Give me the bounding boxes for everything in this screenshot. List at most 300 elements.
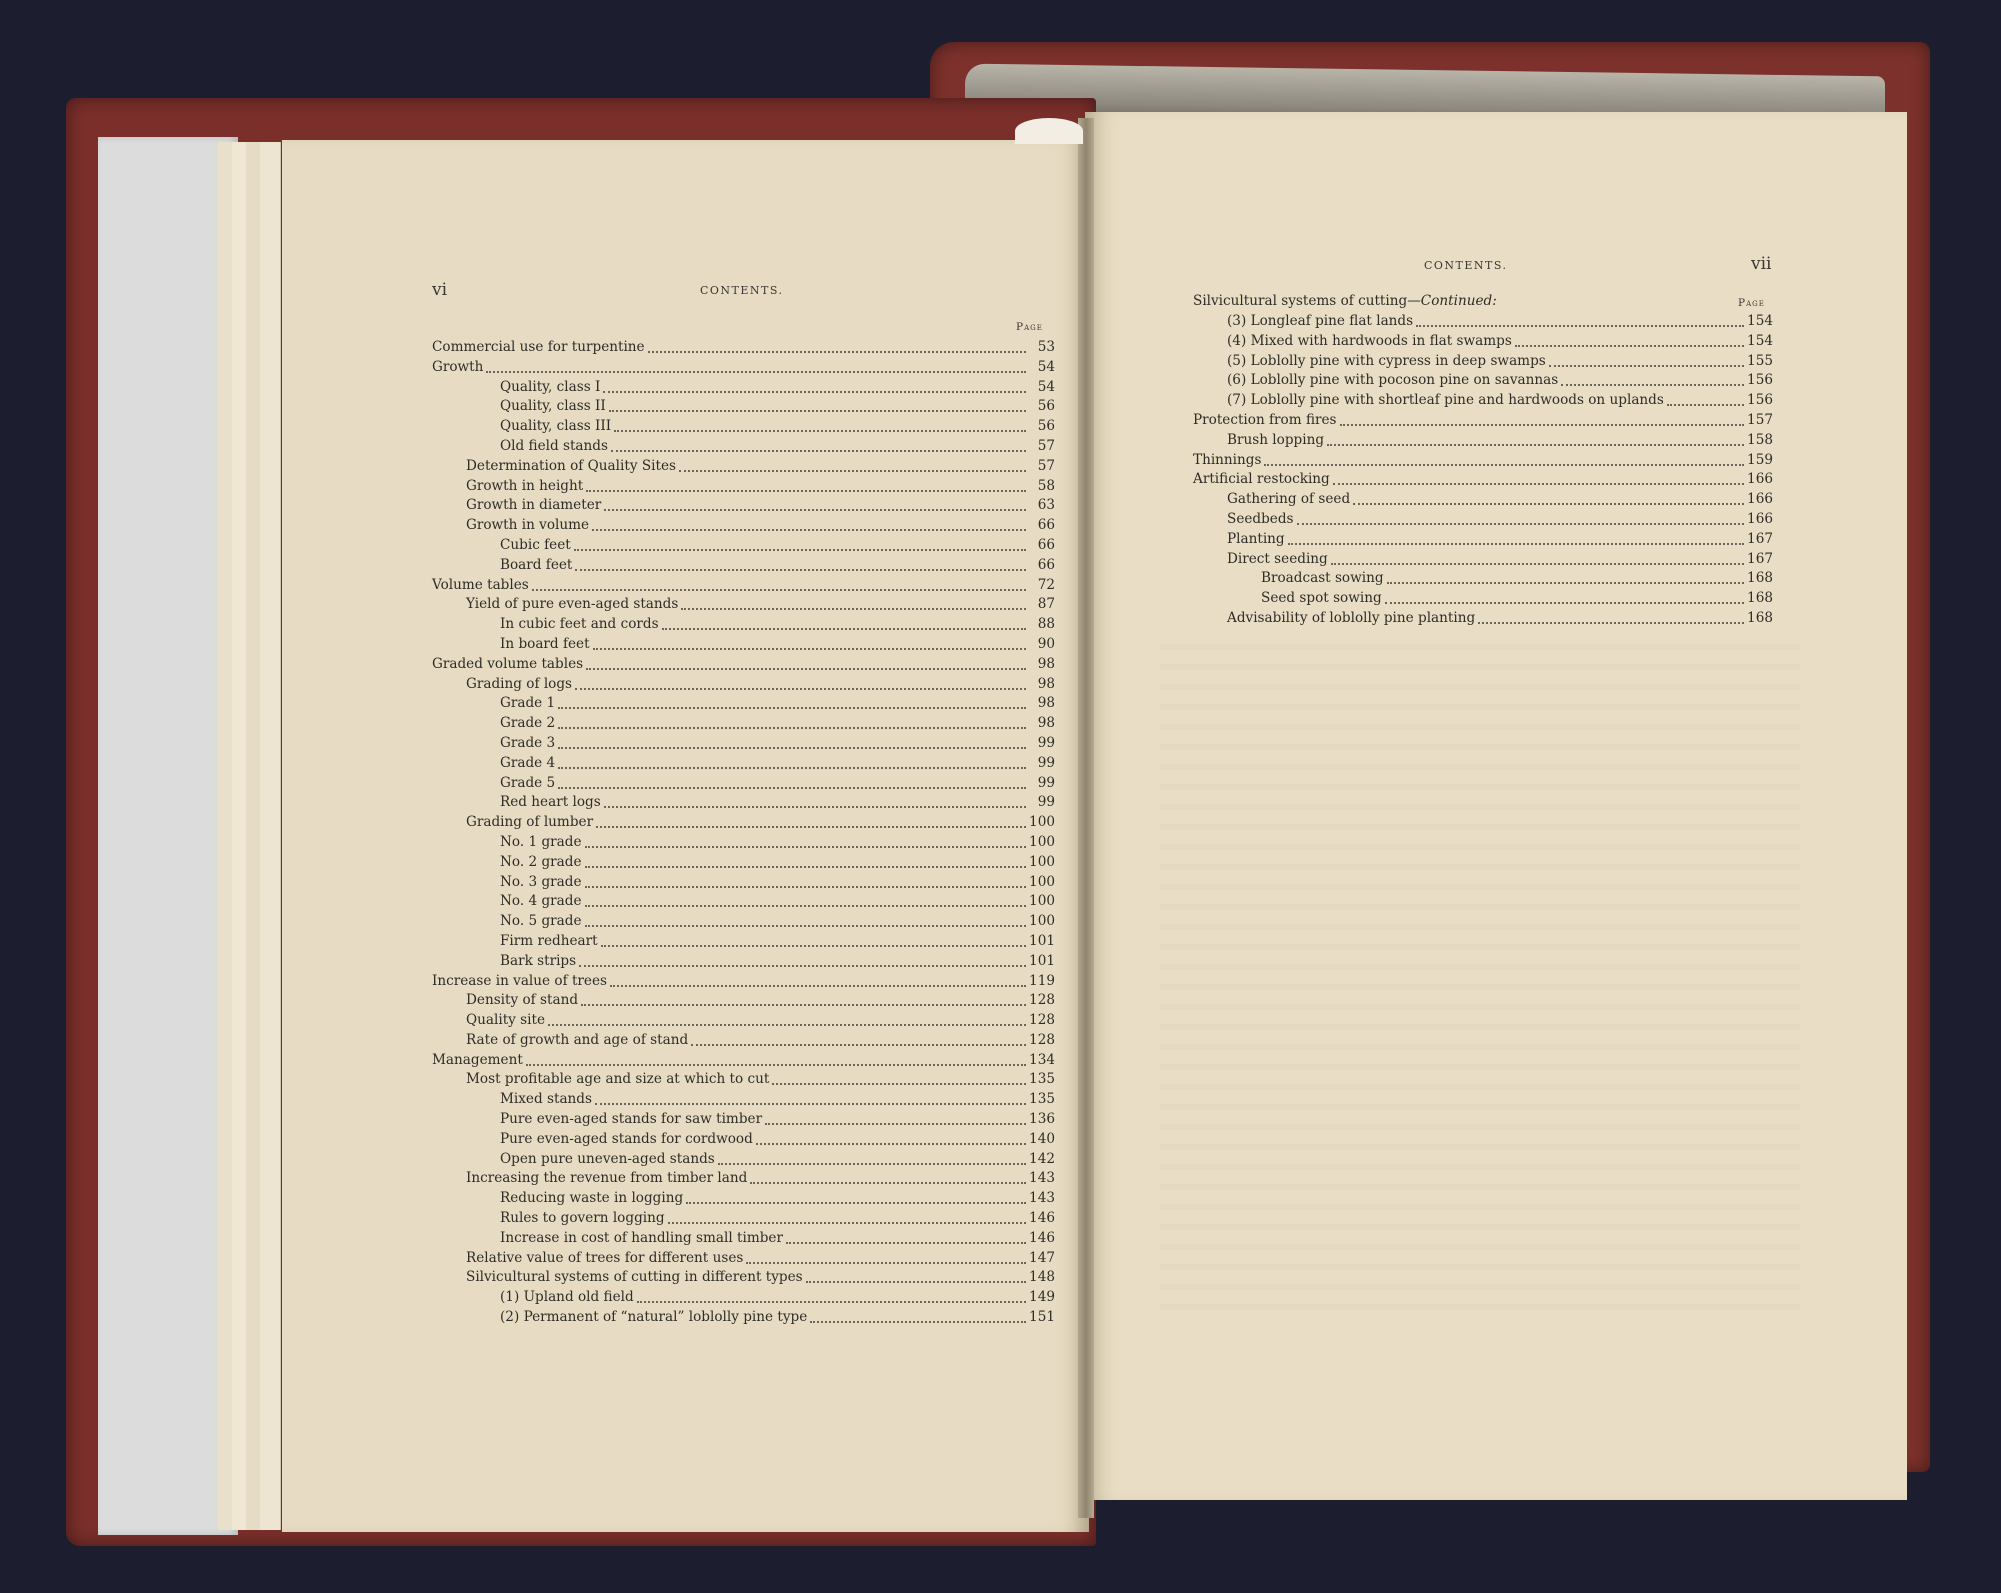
- toc-entry-row: [1227, 431, 1773, 451]
- dot-leader: [486, 358, 1026, 373]
- dot-leader: [611, 437, 1026, 452]
- dot-leader: [603, 378, 1026, 393]
- toc-entry-page: 128: [1029, 1031, 1055, 1048]
- toc-entry-label: No. 5 grade: [500, 913, 582, 930]
- toc-entry-row: [1227, 609, 1773, 629]
- toc-entry-row: [1227, 371, 1773, 391]
- toc-entry-row: [1227, 530, 1773, 550]
- dot-leader: [585, 873, 1026, 888]
- toc-entry: [1193, 332, 1773, 352]
- toc-entry-label: Cubic feet: [500, 536, 571, 553]
- toc-entry-label: Brush lopping: [1227, 431, 1325, 448]
- toc-entry-row: [500, 912, 1055, 932]
- toc-entry-label: Determination of Quality Sites: [466, 457, 676, 474]
- toc-entry-row: [500, 1090, 1055, 1110]
- toc-entry-row: [500, 1209, 1055, 1229]
- toc-entry: [432, 813, 1055, 833]
- dot-leader: [1333, 470, 1744, 485]
- toc-entry: [432, 655, 1055, 675]
- toc-entry-row: [500, 615, 1055, 635]
- dot-leader: [1353, 490, 1744, 505]
- toc-entry-page: 100: [1029, 853, 1055, 870]
- toc-entry-row: [1193, 470, 1773, 490]
- toc-entry-row: [466, 496, 1055, 516]
- dot-leader: [1561, 371, 1744, 386]
- toc-entry-page: 151: [1029, 1309, 1055, 1326]
- toc-entry-page: 54: [1037, 358, 1055, 375]
- bleed-through-text: [1160, 630, 1800, 1310]
- dot-leader: [662, 615, 1026, 630]
- dot-leader: [1264, 451, 1744, 466]
- toc-entry-label: Silvicultural systems of cutting in different types: [466, 1269, 803, 1286]
- dot-leader: [691, 1031, 1026, 1046]
- toc-entry-row: [432, 1051, 1055, 1071]
- toc-entry-page: 100: [1029, 814, 1055, 831]
- toc-entry-page: 98: [1037, 655, 1055, 672]
- toc-entry-page: 157: [1747, 411, 1773, 428]
- toc-entry-label: Artificial restocking: [1193, 471, 1330, 488]
- toc-entry-page: 56: [1037, 398, 1055, 415]
- toc-entry: [1193, 352, 1773, 372]
- toc-entry-row: [500, 952, 1055, 972]
- toc-entry: [432, 1051, 1055, 1071]
- dot-leader: [574, 536, 1026, 551]
- left-toc-list: [432, 338, 1055, 1328]
- toc-entry: [1193, 470, 1773, 490]
- toc-entry-label: Rules to govern logging: [500, 1210, 665, 1227]
- toc-entry-row: [1227, 352, 1773, 372]
- toc-entry-row: [500, 1189, 1055, 1209]
- toc-entry-label: Protection from fires: [1193, 411, 1337, 428]
- dot-leader: [756, 1130, 1026, 1145]
- toc-entry: [432, 516, 1055, 536]
- dot-leader: [1340, 411, 1744, 426]
- toc-entry-row: [466, 813, 1055, 833]
- toc-entry: [432, 873, 1055, 893]
- dot-leader: [1297, 510, 1744, 525]
- toc-entry-page: 98: [1037, 715, 1055, 732]
- toc-entry-page: 159: [1747, 451, 1773, 468]
- dot-leader: [585, 853, 1026, 868]
- toc-entry-page: 58: [1037, 477, 1055, 494]
- dot-leader: [586, 655, 1026, 670]
- toc-entry-label: (4) Mixed with hardwoods in flat swamps: [1227, 332, 1512, 349]
- dot-leader: [1515, 332, 1744, 347]
- dot-leader: [575, 675, 1026, 690]
- toc-entry-page: 146: [1029, 1210, 1055, 1227]
- dot-leader: [558, 774, 1026, 789]
- toc-entry-page: 156: [1747, 372, 1773, 389]
- toc-entry-page: 166: [1747, 491, 1773, 508]
- toc-entry: [432, 1288, 1055, 1308]
- toc-entry: [432, 496, 1055, 516]
- dot-leader: [593, 635, 1026, 650]
- toc-entry-page: 143: [1029, 1170, 1055, 1187]
- dot-leader: [681, 595, 1026, 610]
- toc-entry-label: Yield of pure even-aged stands: [466, 596, 679, 613]
- toc-entry-page: 119: [1029, 972, 1055, 989]
- right-page-label: Page: [1738, 297, 1765, 309]
- loose-leaf: [232, 142, 247, 1530]
- toc-entry: [432, 892, 1055, 912]
- toc-entry-label: Growth in height: [466, 477, 584, 494]
- toc-entry-label: Growth: [432, 358, 484, 375]
- toc-entry: [432, 714, 1055, 734]
- toc-entry-label: (6) Loblolly pine with pocoson pine on savannas: [1227, 372, 1559, 389]
- dot-leader: [772, 1070, 1026, 1085]
- dot-leader: [610, 972, 1026, 987]
- toc-entry-row: [466, 1070, 1055, 1090]
- toc-entry-page: 98: [1037, 695, 1055, 712]
- toc-entry-page: 98: [1037, 675, 1055, 692]
- toc-entry-page: 128: [1029, 992, 1055, 1009]
- dot-leader: [604, 496, 1026, 511]
- toc-entry-row: [432, 972, 1055, 992]
- dot-leader: [596, 813, 1026, 828]
- toc-entry-row: [1227, 332, 1773, 352]
- dot-leader: [614, 417, 1026, 432]
- dot-leader: [1288, 530, 1744, 545]
- toc-entry-row: [500, 774, 1055, 794]
- toc-entry-page: 99: [1037, 754, 1055, 771]
- toc-entry: [1193, 609, 1773, 629]
- toc-entry-label: Seedbeds: [1227, 510, 1294, 527]
- toc-entry-label: Grade 2: [500, 715, 556, 732]
- dot-leader: [718, 1150, 1026, 1165]
- toc-entry: [432, 774, 1055, 794]
- toc-entry: [432, 378, 1055, 398]
- toc-entry: [432, 338, 1055, 358]
- toc-entry-label: Mixed stands: [500, 1091, 592, 1108]
- toc-entry-label: Direct seeding: [1227, 550, 1328, 567]
- dot-leader: [601, 932, 1026, 947]
- toc-entry-page: 168: [1747, 570, 1773, 587]
- toc-entry-page: 143: [1029, 1190, 1055, 1207]
- dot-leader: [746, 1249, 1026, 1264]
- toc-entry: [1193, 530, 1773, 550]
- toc-entry-label: In board feet: [500, 635, 590, 652]
- toc-entry-page: 72: [1037, 576, 1055, 593]
- dot-leader: [648, 338, 1026, 353]
- toc-entry: [432, 576, 1055, 596]
- toc-entry-row: [466, 1031, 1055, 1051]
- left-page-label: Page: [1016, 321, 1043, 333]
- toc-entry-row: [466, 595, 1055, 615]
- toc-entry-row: [466, 1169, 1055, 1189]
- toc-entry-label: Most profitable age and size at which to cut: [466, 1071, 770, 1088]
- dot-leader: [810, 1308, 1026, 1323]
- toc-entry-label: No. 4 grade: [500, 893, 582, 910]
- dot-leader: [585, 833, 1026, 848]
- dot-leader: [558, 714, 1026, 729]
- toc-entry-page: 148: [1029, 1269, 1055, 1286]
- dot-leader: [532, 576, 1026, 591]
- toc-entry-row: [466, 477, 1055, 497]
- toc-entry-label: Planting: [1227, 530, 1285, 547]
- book-gutter: [1078, 118, 1094, 1518]
- toc-entry-row: [500, 932, 1055, 952]
- toc-entry-label: Rate of growth and age of stand: [466, 1031, 689, 1048]
- toc-entry-row: [500, 635, 1055, 655]
- toc-entry-row: [432, 655, 1055, 675]
- dot-leader: [750, 1169, 1026, 1184]
- toc-entry-row: [500, 417, 1055, 437]
- dot-leader: [609, 397, 1026, 412]
- toc-entry-page: 99: [1037, 774, 1055, 791]
- toc-entry: [432, 595, 1055, 615]
- dot-leader: [581, 991, 1026, 1006]
- toc-entry-page: 155: [1747, 352, 1773, 369]
- toc-entry-row: [500, 1288, 1055, 1308]
- toc-entry-page: 56: [1037, 418, 1055, 435]
- toc-entry-row: [500, 437, 1055, 457]
- toc-entry-row: [500, 754, 1055, 774]
- toc-entry-row: [432, 338, 1055, 358]
- dot-leader: [595, 1090, 1026, 1105]
- toc-entry: [1193, 391, 1773, 411]
- toc-entry-label: Grade 4: [500, 754, 556, 771]
- toc-entry: [432, 1249, 1055, 1269]
- toc-entry: [1193, 312, 1773, 332]
- toc-entry-page: 66: [1037, 556, 1055, 573]
- toc-entry-row: [500, 1150, 1055, 1170]
- toc-entry: [432, 952, 1055, 972]
- toc-entry: [432, 793, 1055, 813]
- toc-entry-page: 54: [1037, 378, 1055, 395]
- toc-entry-label: Seed spot sowing: [1261, 590, 1382, 607]
- toc-entry: [1193, 490, 1773, 510]
- toc-entry-label: Quality, class II: [500, 398, 606, 415]
- toc-entry-label: Pure even-aged stands for cordwood: [500, 1130, 753, 1147]
- toc-entry: [432, 615, 1055, 635]
- dot-leader: [679, 457, 1026, 472]
- toc-entry-page: 99: [1037, 794, 1055, 811]
- toc-entry-label: Volume tables: [432, 576, 529, 593]
- toc-entry-page: 90: [1037, 635, 1055, 652]
- toc-entry-page: 100: [1029, 873, 1055, 890]
- toc-entry-row: [500, 892, 1055, 912]
- dot-leader: [786, 1229, 1026, 1244]
- toc-entry-label: Increase in value of trees: [432, 972, 607, 989]
- dot-leader: [1331, 550, 1744, 565]
- toc-entry-label: Advisability of loblolly pine planting: [1227, 609, 1476, 626]
- toc-entry: [1193, 589, 1773, 609]
- toc-entry-row: [466, 1249, 1055, 1269]
- toc-entry: [432, 972, 1055, 992]
- toc-entry: [1193, 371, 1773, 391]
- dot-leader: [585, 912, 1026, 927]
- toc-entry-page: 146: [1029, 1229, 1055, 1246]
- toc-entry: [432, 1011, 1055, 1031]
- toc-entry: [432, 1189, 1055, 1209]
- toc-entry-label: Grading of logs: [466, 675, 573, 692]
- toc-entry-label: Open pure uneven-aged stands: [500, 1150, 715, 1167]
- toc-entry-label: Graded volume tables: [432, 655, 584, 672]
- toc-entry-row: [466, 675, 1055, 695]
- toc-entry-row: [500, 853, 1055, 873]
- toc-entry: [432, 358, 1055, 378]
- toc-entry-page: 147: [1029, 1249, 1055, 1266]
- toc-entry-page: 57: [1037, 457, 1055, 474]
- toc-entry-label: (7) Loblolly pine with shortleaf pine and hardwoods on uplands: [1227, 392, 1664, 409]
- dot-leader: [558, 694, 1026, 709]
- toc-entry-page: 168: [1747, 590, 1773, 607]
- toc-entry-label: (1) Upland old field: [500, 1289, 634, 1306]
- toc-entry-page: 101: [1029, 932, 1055, 949]
- toc-entry-label: Gathering of seed: [1227, 491, 1351, 508]
- dot-leader: [604, 793, 1026, 808]
- toc-entry: [432, 1031, 1055, 1051]
- toc-entry-page: 99: [1037, 734, 1055, 751]
- toc-entry-label: Reducing waste in logging: [500, 1190, 684, 1207]
- toc-entry: [432, 1308, 1055, 1328]
- toc-entry: [432, 1150, 1055, 1170]
- endpaper: [98, 137, 238, 1535]
- toc-entry-page: 63: [1037, 497, 1055, 514]
- toc-entry: [432, 1169, 1055, 1189]
- toc-entry-label: Increasing the revenue from timber land: [466, 1170, 748, 1187]
- toc-entry: [432, 912, 1055, 932]
- toc-entry-label: Thinnings: [1193, 451, 1262, 468]
- toc-entry-label: No. 3 grade: [500, 873, 582, 890]
- dot-leader: [1667, 391, 1744, 406]
- toc-entry-page: 158: [1747, 431, 1773, 448]
- toc-entry-row: [500, 873, 1055, 893]
- toc-entry: [432, 1070, 1055, 1090]
- dot-leader: [558, 754, 1026, 769]
- toc-entry-page: 100: [1029, 833, 1055, 850]
- toc-entry-label: (5) Loblolly pine with cypress in deep swamps: [1227, 352, 1546, 369]
- toc-entry-row: [500, 1229, 1055, 1249]
- toc-entry: [432, 853, 1055, 873]
- toc-entry-row: [500, 734, 1055, 754]
- toc-entry: [1193, 510, 1773, 530]
- toc-entry-label: Board feet: [500, 556, 573, 573]
- dot-leader: [585, 892, 1026, 907]
- toc-entry-page: 100: [1029, 913, 1055, 930]
- toc-entry: [1193, 451, 1773, 471]
- toc-entry-row: [432, 358, 1055, 378]
- toc-entry-row: [500, 536, 1055, 556]
- toc-entry-row: [1227, 490, 1773, 510]
- toc-entry-page: 166: [1747, 510, 1773, 527]
- toc-entry-page: 128: [1029, 1012, 1055, 1029]
- toc-entry-label: Relative value of trees for different uses: [466, 1249, 744, 1266]
- toc-entry-row: [1227, 510, 1773, 530]
- dot-leader: [765, 1110, 1026, 1125]
- toc-entry: [432, 932, 1055, 952]
- toc-entry-label: Pure even-aged stands for saw timber: [500, 1111, 763, 1128]
- toc-entry-label: Grade 5: [500, 774, 556, 791]
- toc-entry-page: 53: [1037, 339, 1055, 355]
- dot-leader: [579, 952, 1026, 967]
- toc-entry-row: [1193, 451, 1773, 471]
- toc-entry-label: Red heart logs: [500, 794, 601, 811]
- toc-entry-label: (3) Longleaf pine flat lands: [1227, 313, 1414, 329]
- spine-headband: [1015, 118, 1083, 144]
- toc-entry-row: [500, 1130, 1055, 1150]
- toc-entry-row: [466, 457, 1055, 477]
- toc-entry-page: 87: [1037, 596, 1055, 613]
- loose-leaf: [260, 142, 281, 1530]
- toc-entry-row: [466, 516, 1055, 536]
- toc-entry-label: Growth in volume: [466, 517, 590, 534]
- dot-leader: [1387, 569, 1744, 584]
- dot-leader: [1416, 312, 1744, 327]
- toc-entry-page: 168: [1747, 609, 1773, 626]
- toc-entry: [432, 556, 1055, 576]
- toc-entry-label: Grade 3: [500, 734, 556, 751]
- dot-leader: [637, 1288, 1026, 1303]
- toc-entry: [432, 991, 1055, 1011]
- toc-entry: [432, 477, 1055, 497]
- toc-entry-label: (2) Permanent of “natural” loblolly pine type: [500, 1309, 808, 1326]
- toc-entry: [432, 457, 1055, 477]
- toc-entry: [432, 675, 1055, 695]
- loose-leaf: [218, 142, 233, 1530]
- toc-entry-row: [1227, 391, 1773, 411]
- dot-leader: [575, 556, 1026, 571]
- toc-entry-page: 154: [1747, 313, 1773, 329]
- toc-entry-row: [1261, 589, 1773, 609]
- toc-entry-page: 134: [1029, 1051, 1055, 1068]
- dot-leader: [592, 516, 1026, 531]
- toc-entry-label: No. 1 grade: [500, 833, 582, 850]
- toc-entry-label: Commercial use for turpentine: [432, 339, 645, 355]
- toc-entry-label: Management: [432, 1051, 523, 1068]
- toc-entry: [432, 1090, 1055, 1110]
- toc-entry-page: 140: [1029, 1130, 1055, 1147]
- toc-entry-page: 136: [1029, 1111, 1055, 1128]
- dot-leader: [686, 1189, 1026, 1204]
- toc-entry-label: Growth in diameter: [466, 497, 602, 514]
- toc-entry-label: Firm redheart: [500, 932, 598, 949]
- toc-entry: [432, 1209, 1055, 1229]
- dot-leader: [548, 1011, 1026, 1026]
- toc-entry-label: Old field stands: [500, 437, 608, 454]
- toc-entry-page: 142: [1029, 1150, 1055, 1167]
- dot-leader: [1327, 431, 1744, 446]
- toc-entry-row: [500, 1308, 1055, 1328]
- toc-entry-page: 167: [1747, 530, 1773, 547]
- toc-entry: [432, 694, 1055, 714]
- toc-entry-page: 149: [1029, 1289, 1055, 1306]
- toc-entry: [1193, 550, 1773, 570]
- toc-entry-row: [500, 378, 1055, 398]
- toc-entry-row: [466, 1268, 1055, 1288]
- toc-entry-page: 167: [1747, 550, 1773, 567]
- toc-entry-label: Quality site: [466, 1012, 545, 1029]
- toc-entry: [432, 1268, 1055, 1288]
- toc-entry-page: 57: [1037, 437, 1055, 454]
- toc-entry-row: [500, 793, 1055, 813]
- toc-entry: [1193, 569, 1773, 589]
- loose-leaf: [246, 142, 261, 1530]
- toc-entry-page: 135: [1029, 1091, 1055, 1108]
- toc-entry-row: [466, 991, 1055, 1011]
- toc-entry-label: In cubic feet and cords: [500, 616, 659, 633]
- continued-heading: [1193, 293, 1497, 309]
- toc-entry-page: 66: [1037, 517, 1055, 534]
- toc-entry: [432, 437, 1055, 457]
- toc-entry: [432, 397, 1055, 417]
- toc-entry-label: Quality, class I: [500, 378, 601, 395]
- toc-entry: [1193, 411, 1773, 431]
- right-running-head: CONTENTS.: [1424, 259, 1508, 272]
- toc-entry: [432, 635, 1055, 655]
- toc-entry-label: Bark strips: [500, 952, 577, 969]
- toc-entry-row: [500, 833, 1055, 853]
